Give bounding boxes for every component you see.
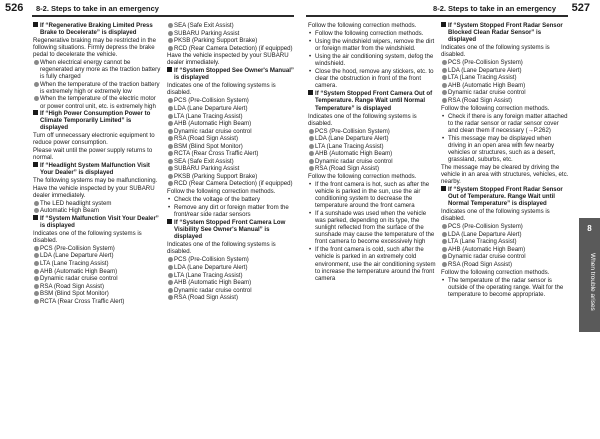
square-bullet-icon <box>167 67 172 72</box>
list-item-text: SEA (Safe Exit Assist) <box>174 157 234 165</box>
round-bullet-icon <box>168 181 173 186</box>
list-item-text: Automatic High Beam <box>40 207 99 215</box>
chapter-tab[interactable] <box>579 218 600 332</box>
square-bullet-icon <box>167 219 172 224</box>
list-item-text: The LED headlight system <box>40 199 112 207</box>
round-bullet-icon <box>168 159 173 164</box>
round-bullet-icon <box>34 208 39 213</box>
square-bullet-icon <box>441 186 446 191</box>
list-item <box>33 290 161 297</box>
paragraph-text: Indicates one of the following systems is disabled. <box>167 241 276 256</box>
correction-step-text: Check the voltage of the battery <box>174 196 261 204</box>
paragraph-text: Follow the following correction methods. <box>441 104 550 112</box>
correction-step-text: Check if there is any foreign matter attached to the radar sensor or radar sensor cover and clean them if necessary (→P.262) <box>448 112 568 134</box>
heading-text: If “System Stopped See Owner's Manual” is displayed <box>174 67 294 82</box>
list-item-text: AHB (Automatic High Beam) <box>174 279 252 287</box>
list-item <box>441 223 569 230</box>
list-item-text: RCTA (Rear Cross Traffic Alert) <box>40 297 125 305</box>
paragraph-text: Please wait until the power supply returns to normal. <box>33 147 153 162</box>
page-number-right: 527 <box>571 2 590 14</box>
round-bullet-icon <box>34 261 39 266</box>
correction-step <box>308 38 436 52</box>
paragraph-text: Indicates one of the following systems is disabled. <box>167 82 276 97</box>
dash-bullet-icon: • <box>168 204 171 212</box>
heading-text: If “System Stopped Front Radar Sensor Blocked Clean Radar Sensor” is displayed <box>448 22 563 44</box>
list-item-text: BSM (Blind Spot Monitor) <box>174 142 243 150</box>
list-item-text: PCS (Pre-Collision System) <box>315 127 390 135</box>
list-item <box>441 246 569 253</box>
square-bullet-icon <box>33 110 38 115</box>
list-item-text: AHB (Automatic High Beam) <box>40 267 118 275</box>
paragraph <box>308 173 436 180</box>
list-item <box>167 150 295 157</box>
round-bullet-icon <box>442 75 447 80</box>
list-item <box>33 59 161 80</box>
list-item <box>167 256 295 263</box>
list-item <box>308 165 436 172</box>
list-item-text: LDA (Lane Departure Alert) <box>40 252 114 260</box>
paragraph <box>167 52 295 66</box>
list-item-text: LTA (Lane Tracing Assist) <box>174 271 243 279</box>
round-bullet-icon <box>168 257 173 262</box>
list-item <box>167 264 295 271</box>
paragraph <box>33 177 161 198</box>
list-item <box>308 150 436 157</box>
list-item <box>167 30 295 37</box>
paragraph-text: Regenerative braking may be restricted in the following situations. Firmly depress the brake pedal to decelerate the vehicle. <box>33 37 156 59</box>
paragraph <box>308 113 436 127</box>
correction-step <box>167 204 295 218</box>
list-item-text: AHB (Automatic High Beam) <box>174 120 252 128</box>
list-item-text: LTA (Lane Tracing Assist) <box>40 260 109 267</box>
paragraph-text: Follow the following correction methods. <box>308 172 417 180</box>
round-bullet-icon <box>34 82 39 87</box>
paragraph-text: Have the vehicle inspected by your SUBARU dealer immediately. <box>167 52 289 67</box>
correction-step <box>308 181 436 209</box>
square-bullet-icon <box>33 22 38 27</box>
heading-text: If “System Malfunction Visit Your Dealer” is displayed <box>40 214 159 229</box>
section-heading <box>33 215 161 229</box>
paragraph-text: Turn off unnecessary electronic equipment to reduce power consumption. <box>33 132 155 147</box>
correction-step <box>441 277 569 298</box>
dash-bullet-icon: • <box>309 30 312 38</box>
round-bullet-icon <box>168 288 173 293</box>
list-item-text: Dynamic radar cruise control <box>448 253 526 261</box>
list-item-text: LDA (Lane Departure Alert) <box>448 230 522 238</box>
list-item-text: When the temperature of the traction battery is extremely high or extremely low <box>40 80 160 95</box>
paragraph-text: Indicates one of the following systems is disabled. <box>441 208 550 223</box>
correction-step-text: Using the windshield wipers, remove the dirt or foreign matter from the windshield. <box>315 38 435 53</box>
paragraph <box>33 37 161 58</box>
list-item-text: SUBARU Parking Assist <box>174 29 240 37</box>
correction-step <box>308 30 436 37</box>
list-item <box>33 268 161 275</box>
list-item-text: LDA (Lane Departure Alert) <box>174 105 248 113</box>
dash-bullet-icon: • <box>442 134 445 142</box>
section-heading <box>33 22 161 36</box>
list-item-text: AHB (Automatic High Beam) <box>315 150 393 158</box>
paragraph-text: Indicates one of the following systems is disabled. <box>441 44 550 59</box>
text-column-2 <box>167 22 295 302</box>
list-item <box>308 135 436 142</box>
list-item-text: PCS (Pre-Collision System) <box>40 244 115 252</box>
list-item <box>441 67 569 74</box>
heading-text: If “System Stopped Front Camera Out of Temperature. Range Wait until Normal Temperature” is displayed <box>315 90 433 112</box>
paragraph <box>167 82 295 96</box>
paragraph <box>441 44 569 58</box>
round-bullet-icon <box>168 129 173 134</box>
list-item-text: RCD (Rear Camera Detection) (if equipped) <box>174 180 293 188</box>
round-bullet-icon <box>34 299 39 304</box>
list-item <box>441 253 569 260</box>
list-item-text: LTA (Lane Tracing Assist) <box>315 142 384 150</box>
list-item <box>308 128 436 135</box>
correction-step-text: This message may be displayed when driving in an open area with few nearby vehicles or structures, such as a desert, grassland, suburbs, etc. <box>448 134 556 163</box>
paragraph-text: Indicates one of the following systems is disabled. <box>33 229 142 244</box>
dash-bullet-icon: • <box>309 68 312 76</box>
heading-text: If “System Stopped Front Radar Sensor Out of Temperature. Range Wait until Normal Temperature” is displayed <box>448 186 563 208</box>
round-bullet-icon <box>442 232 447 237</box>
round-bullet-icon <box>34 201 39 206</box>
list-item <box>167 97 295 104</box>
round-bullet-icon <box>168 265 173 270</box>
round-bullet-icon <box>168 280 173 285</box>
list-item-text: RSA (Road Sign Assist) <box>40 282 105 290</box>
paragraph <box>441 164 569 185</box>
correction-step-text: If the front camera is hot, such as after the vehicle is parked in the sun, use the air conditioning system to decrease the temperature around the front camera <box>315 180 430 210</box>
section-title-left: 8-2. Steps to take in an emergency <box>36 4 159 13</box>
list-item <box>441 74 569 81</box>
dash-bullet-icon: • <box>442 112 445 120</box>
round-bullet-icon <box>442 247 447 252</box>
list-item <box>167 105 295 112</box>
list-item-text: RSA (Road Sign Assist) <box>174 294 239 302</box>
square-bullet-icon <box>33 162 38 167</box>
paragraph <box>167 241 295 255</box>
chapter-label: When trouble arises <box>589 253 596 311</box>
list-item <box>167 135 295 142</box>
paragraph <box>33 230 161 244</box>
section-heading <box>167 67 295 81</box>
round-bullet-icon <box>168 46 173 51</box>
list-item <box>308 158 436 165</box>
list-item <box>308 143 436 150</box>
paragraph-text: Follow the following correction methods. <box>167 188 276 196</box>
paragraph <box>33 147 161 161</box>
list-item <box>167 143 295 150</box>
section-heading <box>33 110 161 131</box>
list-item-text: LDA (Lane Departure Alert) <box>315 135 389 143</box>
round-bullet-icon <box>168 106 173 111</box>
chapter-number: 8 <box>587 224 592 233</box>
list-item <box>441 97 569 104</box>
list-item <box>167 120 295 127</box>
list-item-text: BSM (Blind Spot Monitor) <box>40 290 109 298</box>
list-item-text: PCS (Pre-Collision System) <box>448 223 523 231</box>
page-number-left: 526 <box>5 2 24 14</box>
header-rule-right <box>306 15 568 17</box>
dash-bullet-icon: • <box>309 38 312 46</box>
text-column-3 <box>308 22 436 283</box>
list-item-text: PCS (Pre-Collision System) <box>174 97 249 105</box>
list-item <box>167 287 295 294</box>
paragraph-text: The following systems may be malfunctioning. Have the vehicle inspected by your SUBARU dealer immediately. <box>33 177 158 199</box>
round-bullet-icon <box>442 68 447 73</box>
list-item <box>33 200 161 207</box>
list-item-text: PCS (Pre-Collision System) <box>448 59 523 67</box>
round-bullet-icon <box>309 151 314 156</box>
list-item <box>33 81 161 95</box>
list-item <box>441 261 569 268</box>
list-item <box>33 252 161 259</box>
round-bullet-icon <box>442 83 447 88</box>
correction-step-text: The temperature of the radar sensor is outside of the operating range. Wait for the temperature to become appropriate. <box>448 276 564 298</box>
correction-step <box>308 53 436 67</box>
list-item-text: When electrical energy cannot be regenerated any more as the traction battery is fully charged <box>40 59 161 81</box>
list-item-text: When the temperature of the electric motor or power control unit, etc. is extremely high <box>40 95 156 110</box>
list-item <box>167 22 295 29</box>
list-item-text: LTA (Lane Tracing Assist) <box>448 74 517 82</box>
list-item <box>441 89 569 96</box>
round-bullet-icon <box>168 98 173 103</box>
list-item-text: SUBARU Parking Assist <box>174 165 240 173</box>
list-item <box>167 272 295 279</box>
round-bullet-icon <box>442 224 447 229</box>
list-item-text: PCS (Pre-Collision System) <box>174 256 249 264</box>
list-item <box>167 113 295 120</box>
list-item <box>33 283 161 290</box>
section-heading <box>441 22 569 43</box>
correction-step <box>441 135 569 163</box>
list-item-text: PKSB (Parking Support Brake) <box>174 172 258 180</box>
text-column-1 <box>33 22 161 305</box>
dash-bullet-icon: • <box>442 276 445 284</box>
paragraph <box>308 22 436 29</box>
heading-text: If “Headlight System Malfunction Visit Your Dealer” is displayed <box>40 162 150 177</box>
round-bullet-icon <box>168 38 173 43</box>
list-item-text: RSA (Road Sign Assist) <box>315 165 380 173</box>
correction-step-text: Close the hood, remove any stickers, etc. to clear the obstruction in front of the front camera. <box>315 68 434 90</box>
round-bullet-icon <box>309 129 314 134</box>
heading-text: If “Regenerative Braking Limited Press Brake to Decelerate” is displayed <box>40 22 153 37</box>
correction-step-text: If a sunshade was used when the vehicle was parked, depending on its type, the sunlight reflected from the surface of the sunshade may cause the temperature of the front camera to become excessively high <box>315 210 435 246</box>
list-item <box>167 294 295 301</box>
round-bullet-icon <box>34 246 39 251</box>
list-item-text: RSA (Road Sign Assist) <box>448 96 513 104</box>
text-column-4 <box>441 22 569 299</box>
dash-bullet-icon: • <box>309 210 312 218</box>
square-bullet-icon <box>33 215 38 220</box>
dash-bullet-icon: • <box>309 53 312 61</box>
paragraph <box>33 132 161 146</box>
heading-text: If “System Stopped Front Camera Low Visibility See Owner's Manual” is displayed <box>174 219 286 241</box>
list-item <box>167 180 295 187</box>
list-item <box>441 238 569 245</box>
list-item <box>441 59 569 66</box>
round-bullet-icon <box>442 262 447 267</box>
list-item-text: RCTA (Rear Cross Traffic Alert) <box>174 150 259 158</box>
round-bullet-icon <box>309 144 314 149</box>
dash-bullet-icon: • <box>309 180 312 188</box>
list-item-text: AHB (Automatic High Beam) <box>448 245 526 253</box>
page-header <box>0 0 600 19</box>
list-item-text: Dynamic radar cruise control <box>315 157 393 165</box>
list-item <box>167 158 295 165</box>
paragraph <box>441 105 569 112</box>
round-bullet-icon <box>168 114 173 119</box>
round-bullet-icon <box>442 98 447 103</box>
correction-step <box>308 68 436 89</box>
list-item <box>33 245 161 252</box>
round-bullet-icon <box>34 60 39 65</box>
list-item <box>167 128 295 135</box>
correction-step-text: Using the air conditioning system, defog the windshield. <box>315 53 434 68</box>
paragraph-text: The message may be cleared by driving the vehicle in an area with structures, vehicles, etc. nearby. <box>441 163 569 185</box>
round-bullet-icon <box>309 166 314 171</box>
round-bullet-icon <box>168 151 173 156</box>
list-item-text: AHB (Automatic High Beam) <box>448 81 526 89</box>
paragraph <box>441 269 569 276</box>
section-heading <box>33 162 161 176</box>
round-bullet-icon <box>34 96 39 101</box>
dash-bullet-icon: • <box>309 246 312 254</box>
round-bullet-icon <box>34 284 39 289</box>
list-item-text: Dynamic radar cruise control <box>174 127 252 135</box>
list-item-text: LTA (Lane Tracing Assist) <box>174 112 243 120</box>
round-bullet-icon <box>168 23 173 28</box>
list-item-text: LDA (Lane Departure Alert) <box>448 66 522 74</box>
section-title-right: 8-2. Steps to take in an emergency <box>433 4 556 13</box>
list-item <box>167 45 295 52</box>
correction-step-text: Follow the following correction methods. <box>315 30 424 38</box>
list-item <box>167 173 295 180</box>
round-bullet-icon <box>168 121 173 126</box>
round-bullet-icon <box>168 295 173 300</box>
list-item-text: LTA (Lane Tracing Assist) <box>448 238 517 246</box>
list-item <box>167 279 295 286</box>
round-bullet-icon <box>168 273 173 278</box>
paragraph <box>167 188 295 195</box>
list-item-text: PKSB (Parking Support Brake) <box>174 37 258 45</box>
dash-bullet-icon: • <box>168 196 171 204</box>
heading-text: If “High Power Consumption Power to Climate Temporarily Limited” is displayed <box>40 110 151 132</box>
round-bullet-icon <box>168 136 173 141</box>
paragraph-text: Follow the following correction methods. <box>308 22 417 29</box>
list-item <box>167 165 295 172</box>
round-bullet-icon <box>168 144 173 149</box>
correction-step <box>167 196 295 203</box>
list-item <box>33 207 161 214</box>
list-item-text: RSA (Road Sign Assist) <box>448 261 513 268</box>
correction-step-text: If the front camera is cold, such after the vehicle is parked in an extremely cold environment, use the air conditioning system to increase the temperature around the front camera <box>315 246 436 282</box>
list-item-text: RSA (Road Sign Assist) <box>174 135 239 143</box>
round-bullet-icon <box>168 166 173 171</box>
header-rule-left <box>32 15 294 17</box>
list-item-text: Dynamic radar cruise control <box>40 275 118 283</box>
list-item <box>33 275 161 282</box>
correction-step-text: Remove any dirt or foreign matter from the front/rear side radar sensors <box>174 204 289 219</box>
list-item-text: LDA (Lane Departure Alert) <box>174 264 248 271</box>
round-bullet-icon <box>34 291 39 296</box>
section-heading <box>308 90 436 111</box>
round-bullet-icon <box>34 276 39 281</box>
square-bullet-icon <box>308 90 313 95</box>
round-bullet-icon <box>442 239 447 244</box>
square-bullet-icon <box>441 22 446 27</box>
round-bullet-icon <box>34 269 39 274</box>
correction-step <box>308 210 436 245</box>
list-item <box>33 95 161 109</box>
list-item <box>33 298 161 305</box>
round-bullet-icon <box>309 136 314 141</box>
list-item <box>167 37 295 44</box>
list-item-text: Dynamic radar cruise control <box>174 286 252 294</box>
round-bullet-icon <box>442 90 447 95</box>
round-bullet-icon <box>168 174 173 179</box>
list-item-text: SEA (Safe Exit Assist) <box>174 22 234 29</box>
list-item <box>441 82 569 89</box>
correction-step <box>441 113 569 134</box>
correction-step <box>308 246 436 281</box>
paragraph <box>441 208 569 222</box>
section-heading <box>167 219 295 240</box>
round-bullet-icon <box>309 159 314 164</box>
round-bullet-icon <box>34 253 39 258</box>
list-item-text: RCD (Rear Camera Detection) (if equipped) <box>174 44 293 52</box>
round-bullet-icon <box>168 31 173 36</box>
paragraph-text: Follow the following correction methods. <box>441 268 550 276</box>
round-bullet-icon <box>442 254 447 259</box>
round-bullet-icon <box>442 60 447 65</box>
list-item <box>441 231 569 238</box>
section-heading <box>441 186 569 207</box>
list-item-text: Dynamic radar cruise control <box>448 89 526 97</box>
paragraph-text: Indicates one of the following systems is disabled. <box>308 112 417 127</box>
list-item <box>33 260 161 267</box>
